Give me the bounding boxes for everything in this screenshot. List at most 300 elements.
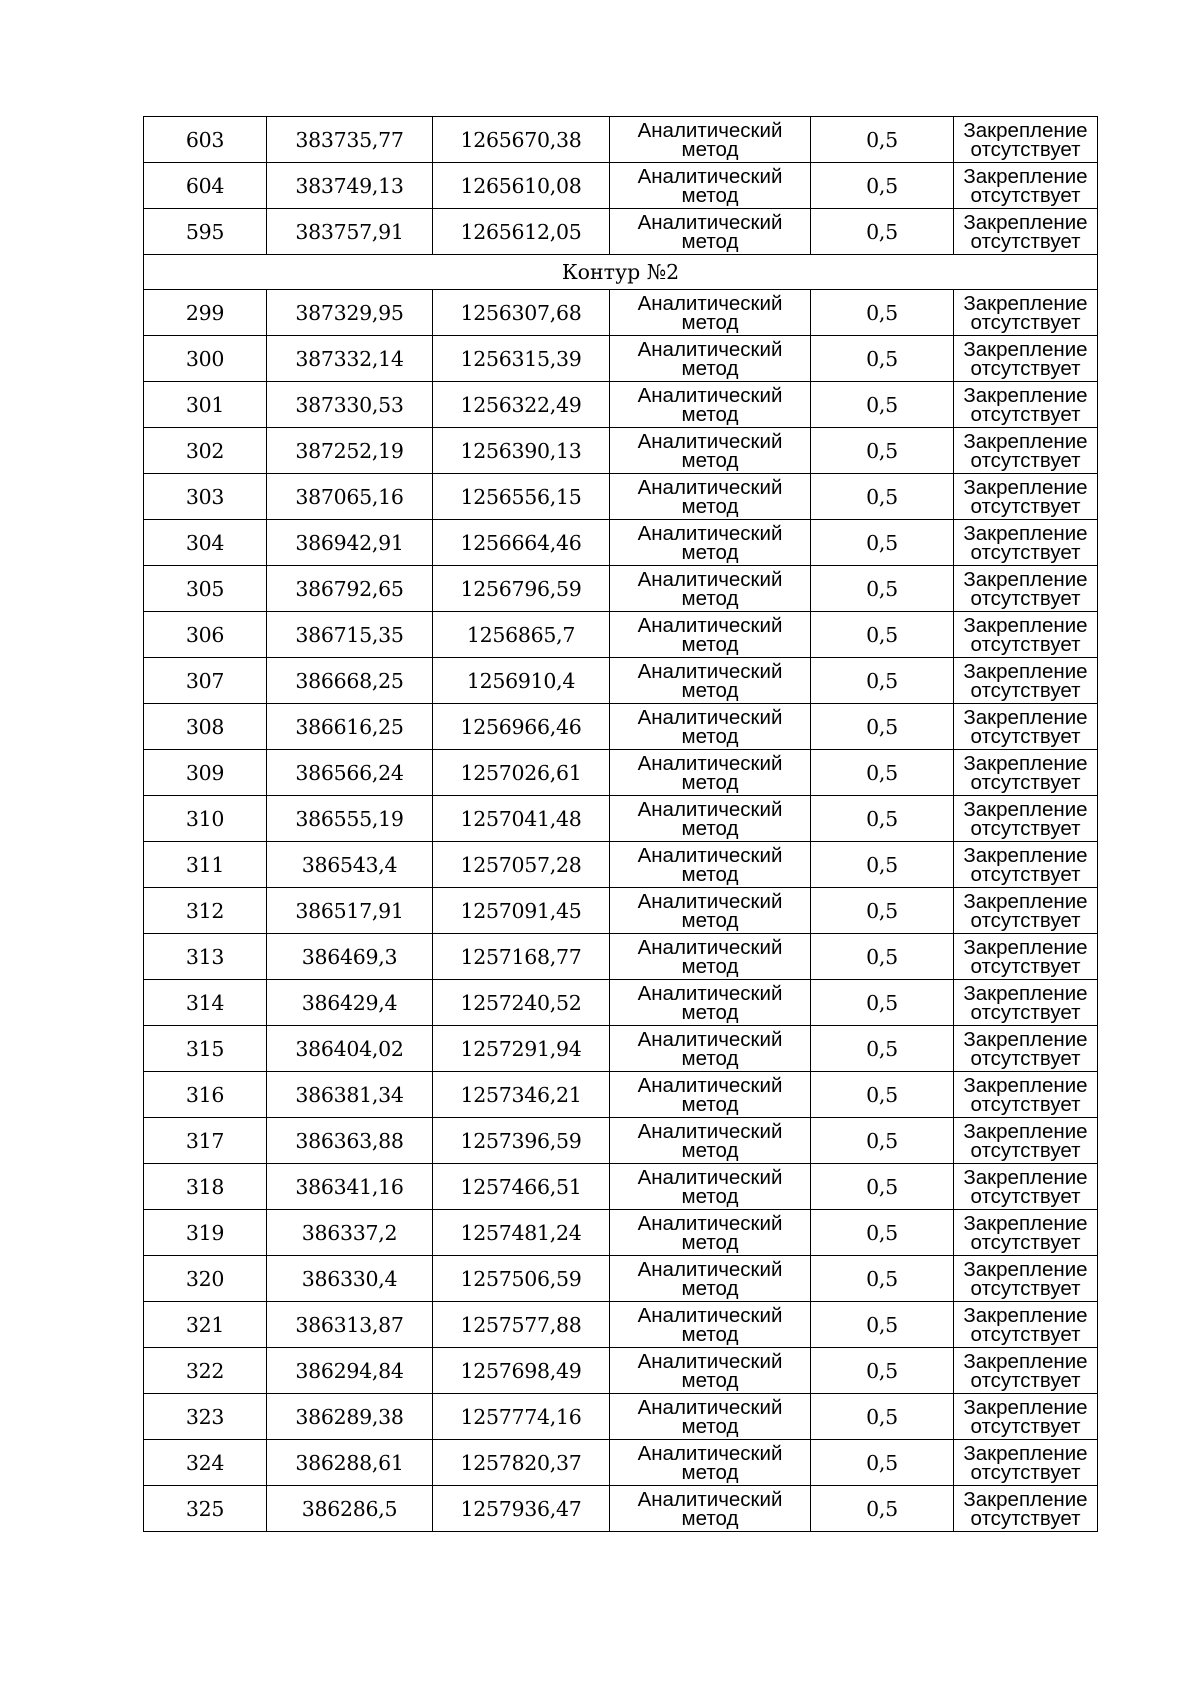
fixation-cell: [954, 1256, 1098, 1302]
fixation-cell: [954, 1164, 1098, 1210]
fixation-line-2: отсутствует: [970, 724, 1081, 748]
method-line-2: метод: [681, 1184, 739, 1208]
method-cell: [610, 1210, 811, 1256]
table-row: [144, 934, 1098, 980]
table-row: [144, 842, 1098, 888]
method-cell: [610, 1118, 811, 1164]
x-coordinate-cell: 386313,87: [267, 1302, 433, 1348]
method-cell: [610, 428, 811, 474]
table-row: [144, 658, 1098, 704]
table-row: [144, 428, 1098, 474]
table-row: [144, 612, 1098, 658]
fixation-line-2: отсутствует: [970, 678, 1081, 702]
method-line-2: метод: [681, 1092, 739, 1116]
fixation-line-1: Закрепление: [963, 429, 1088, 453]
method-line-1: Аналитический: [637, 613, 783, 637]
y-coordinate-cell: 1256556,15: [433, 474, 610, 520]
fixation-line-1: Закрепление: [963, 797, 1088, 821]
x-coordinate-cell: 386715,35: [267, 612, 433, 658]
accuracy-cell: 0,5: [811, 1026, 954, 1072]
fixation-cell: [954, 382, 1098, 428]
method-line-2: метод: [681, 1414, 739, 1438]
y-coordinate-cell: 1256865,7: [433, 612, 610, 658]
fixation-line-2: отсутствует: [970, 229, 1081, 253]
fixation-line-1: Закрепление: [963, 1211, 1088, 1235]
x-coordinate-cell: 383749,13: [267, 163, 433, 209]
x-coordinate-cell: 386616,25: [267, 704, 433, 750]
accuracy-cell: 0,5: [811, 1256, 954, 1302]
accuracy-cell: 0,5: [811, 1440, 954, 1486]
method-line-2: метод: [681, 1368, 739, 1392]
fixation-line-2: отсутствует: [970, 540, 1081, 564]
x-coordinate-cell: 386555,19: [267, 796, 433, 842]
point-number-cell: 316: [144, 1072, 267, 1118]
method-cell: [610, 888, 811, 934]
table-row: [144, 566, 1098, 612]
x-coordinate-cell: 386517,91: [267, 888, 433, 934]
method-cell: [610, 796, 811, 842]
point-number-cell: 315: [144, 1026, 267, 1072]
method-line-2: метод: [681, 908, 739, 932]
method-line-1: Аналитический: [637, 1119, 783, 1143]
table-row: [144, 1118, 1098, 1164]
method-line-2: метод: [681, 1138, 739, 1162]
x-coordinate-cell: 387330,53: [267, 382, 433, 428]
fixation-line-2: отсутствует: [970, 1276, 1081, 1300]
fixation-line-1: Закрепление: [963, 291, 1088, 315]
y-coordinate-cell: 1257774,16: [433, 1394, 610, 1440]
y-coordinate-cell: 1256664,46: [433, 520, 610, 566]
fixation-line-1: Закрепление: [963, 1349, 1088, 1373]
point-number-cell: 319: [144, 1210, 267, 1256]
fixation-line-1: Закрепление: [963, 1073, 1088, 1097]
y-coordinate-cell: 1265610,08: [433, 163, 610, 209]
accuracy-cell: 0,5: [811, 612, 954, 658]
method-cell: [610, 658, 811, 704]
table-row: [144, 1256, 1098, 1302]
method-cell: [610, 474, 811, 520]
point-number-cell: 302: [144, 428, 267, 474]
fixation-line-2: отсутствует: [970, 908, 1081, 932]
fixation-cell: [954, 428, 1098, 474]
fixation-cell: [954, 980, 1098, 1026]
method-line-2: метод: [681, 1230, 739, 1254]
y-coordinate-cell: 1256966,46: [433, 704, 610, 750]
fixation-line-1: Закрепление: [963, 118, 1088, 142]
accuracy-cell: 0,5: [811, 428, 954, 474]
fixation-line-2: отсутствует: [970, 1092, 1081, 1116]
y-coordinate-cell: 1257396,59: [433, 1118, 610, 1164]
table-row: [144, 1348, 1098, 1394]
fixation-line-2: отсутствует: [970, 954, 1081, 978]
y-coordinate-cell: 1256322,49: [433, 382, 610, 428]
point-number-cell: 322: [144, 1348, 267, 1394]
point-number-cell: 309: [144, 750, 267, 796]
y-coordinate-cell: 1257466,51: [433, 1164, 610, 1210]
method-line-2: метод: [681, 540, 739, 564]
y-coordinate-cell: 1257240,52: [433, 980, 610, 1026]
method-line-2: метод: [681, 954, 739, 978]
method-line-2: метод: [681, 494, 739, 518]
method-line-1: Аналитический: [637, 521, 783, 545]
method-line-1: Аналитический: [637, 567, 783, 591]
method-line-1: Аналитический: [637, 475, 783, 499]
fixation-line-2: отсутствует: [970, 586, 1081, 610]
method-line-2: метод: [681, 137, 739, 161]
y-coordinate-cell: 1257506,59: [433, 1256, 610, 1302]
fixation-line-2: отсутствует: [970, 1184, 1081, 1208]
x-coordinate-cell: 386330,4: [267, 1256, 433, 1302]
fixation-cell: [954, 1440, 1098, 1486]
fixation-line-2: отсутствует: [970, 1414, 1081, 1438]
x-coordinate-cell: 387252,19: [267, 428, 433, 474]
table-row: [144, 1164, 1098, 1210]
fixation-cell: [954, 796, 1098, 842]
method-cell: [610, 117, 811, 163]
accuracy-cell: 0,5: [811, 1394, 954, 1440]
table-body: [144, 117, 1098, 1532]
fixation-line-2: отсутствует: [970, 494, 1081, 518]
table-row: [144, 1072, 1098, 1118]
point-number-cell: 314: [144, 980, 267, 1026]
fixation-cell: [954, 566, 1098, 612]
method-cell: [610, 336, 811, 382]
point-number-cell: 321: [144, 1302, 267, 1348]
y-coordinate-cell: 1265612,05: [433, 209, 610, 255]
method-line-2: метод: [681, 1322, 739, 1346]
x-coordinate-cell: 386566,24: [267, 750, 433, 796]
fixation-cell: [954, 209, 1098, 255]
y-coordinate-cell: 1265670,38: [433, 117, 610, 163]
method-line-2: метод: [681, 310, 739, 334]
method-line-1: Аналитический: [637, 164, 783, 188]
y-coordinate-cell: 1257346,21: [433, 1072, 610, 1118]
point-number-cell: 305: [144, 566, 267, 612]
method-cell: [610, 750, 811, 796]
method-line-1: Аналитический: [637, 935, 783, 959]
method-cell: [610, 1072, 811, 1118]
y-coordinate-cell: 1257168,77: [433, 934, 610, 980]
x-coordinate-cell: 386543,4: [267, 842, 433, 888]
method-line-2: метод: [681, 1460, 739, 1484]
y-coordinate-cell: 1257091,45: [433, 888, 610, 934]
accuracy-cell: 0,5: [811, 566, 954, 612]
fixation-line-1: Закрепление: [963, 567, 1088, 591]
fixation-line-1: Закрепление: [963, 1487, 1088, 1511]
method-line-1: Аналитический: [637, 1303, 783, 1327]
fixation-line-1: Закрепление: [963, 1257, 1088, 1281]
fixation-line-2: отсутствует: [970, 632, 1081, 656]
fixation-line-1: Закрепление: [963, 210, 1088, 234]
method-line-1: Аналитический: [637, 751, 783, 775]
fixation-cell: [954, 1072, 1098, 1118]
x-coordinate-cell: 386942,91: [267, 520, 433, 566]
table-row: [144, 1440, 1098, 1486]
fixation-line-2: отсутствует: [970, 402, 1081, 426]
accuracy-cell: 0,5: [811, 520, 954, 566]
method-cell: [610, 290, 811, 336]
point-number-cell: 306: [144, 612, 267, 658]
fixation-line-1: Закрепление: [963, 1441, 1088, 1465]
method-cell: [610, 842, 811, 888]
method-cell: [610, 1440, 811, 1486]
fixation-cell: [954, 1118, 1098, 1164]
x-coordinate-cell: 383757,91: [267, 209, 433, 255]
x-coordinate-cell: 386288,61: [267, 1440, 433, 1486]
x-coordinate-cell: 386381,34: [267, 1072, 433, 1118]
y-coordinate-cell: 1257057,28: [433, 842, 610, 888]
x-coordinate-cell: 387065,16: [267, 474, 433, 520]
method-cell: [610, 209, 811, 255]
accuracy-cell: 0,5: [811, 1164, 954, 1210]
accuracy-cell: 0,5: [811, 209, 954, 255]
table-row: [144, 209, 1098, 255]
fixation-cell: [954, 163, 1098, 209]
fixation-line-1: Закрепление: [963, 751, 1088, 775]
table-row: [144, 382, 1098, 428]
method-line-1: Аналитический: [637, 1211, 783, 1235]
fixation-cell: [954, 1486, 1098, 1532]
table-row: [144, 980, 1098, 1026]
fixation-cell: [954, 1394, 1098, 1440]
x-coordinate-cell: 386429,4: [267, 980, 433, 1026]
method-cell: [610, 163, 811, 209]
fixation-line-1: Закрепление: [963, 521, 1088, 545]
y-coordinate-cell: 1256307,68: [433, 290, 610, 336]
method-cell: [610, 934, 811, 980]
fixation-cell: [954, 1026, 1098, 1072]
table-row: [144, 750, 1098, 796]
coordinates-table: [143, 116, 1098, 1532]
table-row: [144, 474, 1098, 520]
accuracy-cell: 0,5: [811, 1072, 954, 1118]
fixation-line-1: Закрепление: [963, 659, 1088, 683]
y-coordinate-cell: 1256390,13: [433, 428, 610, 474]
x-coordinate-cell: 386792,65: [267, 566, 433, 612]
fixation-line-2: отсутствует: [970, 137, 1081, 161]
x-coordinate-cell: 386341,16: [267, 1164, 433, 1210]
y-coordinate-cell: 1256910,4: [433, 658, 610, 704]
fixation-line-1: Закрепление: [963, 475, 1088, 499]
method-line-2: метод: [681, 402, 739, 426]
fixation-line-2: отсутствует: [970, 310, 1081, 334]
accuracy-cell: 0,5: [811, 750, 954, 796]
point-number-cell: 301: [144, 382, 267, 428]
method-cell: [610, 1026, 811, 1072]
accuracy-cell: 0,5: [811, 1210, 954, 1256]
method-line-1: Аналитический: [637, 1027, 783, 1051]
method-cell: [610, 1486, 811, 1532]
table-row: [144, 704, 1098, 750]
point-number-cell: 324: [144, 1440, 267, 1486]
method-line-2: метод: [681, 862, 739, 886]
x-coordinate-cell: 387329,95: [267, 290, 433, 336]
table-row: [144, 1210, 1098, 1256]
point-number-cell: 311: [144, 842, 267, 888]
method-line-1: Аналитический: [637, 1487, 783, 1511]
method-line-1: Аналитический: [637, 1165, 783, 1189]
fixation-line-2: отсутствует: [970, 1460, 1081, 1484]
method-line-1: Аналитический: [637, 705, 783, 729]
fixation-line-1: Закрепление: [963, 164, 1088, 188]
fixation-line-1: Закрепление: [963, 613, 1088, 637]
method-line-1: Аналитический: [637, 1349, 783, 1373]
fixation-line-2: отсутствует: [970, 1322, 1081, 1346]
table-row: [144, 1394, 1098, 1440]
point-number-cell: 603: [144, 117, 267, 163]
table-row: [144, 520, 1098, 566]
table-row: [144, 1486, 1098, 1532]
y-coordinate-cell: 1257026,61: [433, 750, 610, 796]
method-line-2: метод: [681, 1000, 739, 1024]
fixation-cell: [954, 336, 1098, 382]
accuracy-cell: 0,5: [811, 382, 954, 428]
y-coordinate-cell: 1257041,48: [433, 796, 610, 842]
y-coordinate-cell: 1257698,49: [433, 1348, 610, 1394]
method-cell: [610, 566, 811, 612]
method-line-1: Аналитический: [637, 210, 783, 234]
point-number-cell: 325: [144, 1486, 267, 1532]
method-line-1: Аналитический: [637, 337, 783, 361]
method-line-1: Аналитический: [637, 1395, 783, 1419]
accuracy-cell: 0,5: [811, 888, 954, 934]
fixation-line-1: Закрепление: [963, 1165, 1088, 1189]
fixation-line-2: отсутствует: [970, 183, 1081, 207]
fixation-line-2: отсутствует: [970, 862, 1081, 886]
fixation-cell: [954, 1302, 1098, 1348]
y-coordinate-cell: 1257936,47: [433, 1486, 610, 1532]
point-number-cell: 317: [144, 1118, 267, 1164]
accuracy-cell: 0,5: [811, 980, 954, 1026]
fixation-line-1: Закрепление: [963, 843, 1088, 867]
section-header-row: [144, 255, 1098, 290]
fixation-line-1: Закрепление: [963, 981, 1088, 1005]
accuracy-cell: 0,5: [811, 704, 954, 750]
fixation-cell: [954, 612, 1098, 658]
accuracy-cell: 0,5: [811, 1302, 954, 1348]
y-coordinate-cell: 1257577,88: [433, 1302, 610, 1348]
y-coordinate-cell: 1257820,37: [433, 1440, 610, 1486]
fixation-line-2: отсутствует: [970, 816, 1081, 840]
method-line-2: метод: [681, 229, 739, 253]
fixation-line-1: Закрепление: [963, 1119, 1088, 1143]
method-line-2: метод: [681, 678, 739, 702]
fixation-cell: [954, 290, 1098, 336]
fixation-cell: [954, 474, 1098, 520]
y-coordinate-cell: 1257481,24: [433, 1210, 610, 1256]
x-coordinate-cell: 386668,25: [267, 658, 433, 704]
fixation-line-1: Закрепление: [963, 935, 1088, 959]
y-coordinate-cell: 1257291,94: [433, 1026, 610, 1072]
method-line-1: Аналитический: [637, 1441, 783, 1465]
x-coordinate-cell: 387332,14: [267, 336, 433, 382]
fixation-cell: [954, 658, 1098, 704]
method-cell: [610, 1394, 811, 1440]
table-row: [144, 163, 1098, 209]
method-line-2: метод: [681, 770, 739, 794]
point-number-cell: 313: [144, 934, 267, 980]
method-line-1: Аналитический: [637, 291, 783, 315]
x-coordinate-cell: 386404,02: [267, 1026, 433, 1072]
fixation-cell: [954, 520, 1098, 566]
table-row: [144, 796, 1098, 842]
point-number-cell: 299: [144, 290, 267, 336]
fixation-cell: [954, 750, 1098, 796]
fixation-cell: [954, 888, 1098, 934]
fixation-line-2: отсутствует: [970, 770, 1081, 794]
accuracy-cell: 0,5: [811, 1348, 954, 1394]
point-number-cell: 320: [144, 1256, 267, 1302]
fixation-line-2: отсутствует: [970, 1230, 1081, 1254]
accuracy-cell: 0,5: [811, 658, 954, 704]
point-number-cell: 323: [144, 1394, 267, 1440]
table-row: [144, 888, 1098, 934]
fixation-line-1: Закрепление: [963, 383, 1088, 407]
x-coordinate-cell: 386294,84: [267, 1348, 433, 1394]
method-line-1: Аналитический: [637, 429, 783, 453]
point-number-cell: 307: [144, 658, 267, 704]
method-line-1: Аналитический: [637, 659, 783, 683]
point-number-cell: 308: [144, 704, 267, 750]
method-line-1: Аналитический: [637, 797, 783, 821]
fixation-line-2: отсутствует: [970, 1368, 1081, 1392]
point-number-cell: 304: [144, 520, 267, 566]
method-line-2: метод: [681, 1506, 739, 1530]
fixation-line-1: Закрепление: [963, 1027, 1088, 1051]
y-coordinate-cell: 1256315,39: [433, 336, 610, 382]
method-line-2: метод: [681, 586, 739, 610]
table-row: [144, 290, 1098, 336]
accuracy-cell: 0,5: [811, 934, 954, 980]
method-cell: [610, 612, 811, 658]
point-number-cell: 310: [144, 796, 267, 842]
method-line-1: Аналитический: [637, 843, 783, 867]
method-line-1: Аналитический: [637, 889, 783, 913]
x-coordinate-cell: 386469,3: [267, 934, 433, 980]
fixation-line-1: Закрепление: [963, 337, 1088, 361]
method-line-2: метод: [681, 1276, 739, 1300]
table-row: [144, 336, 1098, 382]
method-cell: [610, 980, 811, 1026]
point-number-cell: 318: [144, 1164, 267, 1210]
fixation-cell: [954, 704, 1098, 750]
x-coordinate-cell: 386286,5: [267, 1486, 433, 1532]
fixation-line-1: Закрепление: [963, 1395, 1088, 1419]
fixation-line-2: отсутствует: [970, 1506, 1081, 1530]
point-number-cell: 303: [144, 474, 267, 520]
method-line-1: Аналитический: [637, 383, 783, 407]
method-line-2: метод: [681, 356, 739, 380]
method-line-1: Аналитический: [637, 118, 783, 142]
point-number-cell: 595: [144, 209, 267, 255]
fixation-line-2: отсутствует: [970, 448, 1081, 472]
accuracy-cell: 0,5: [811, 1486, 954, 1532]
x-coordinate-cell: 386289,38: [267, 1394, 433, 1440]
table-row: [144, 1302, 1098, 1348]
accuracy-cell: 0,5: [811, 796, 954, 842]
accuracy-cell: 0,5: [811, 290, 954, 336]
method-cell: [610, 1302, 811, 1348]
method-line-1: Аналитический: [637, 981, 783, 1005]
x-coordinate-cell: 386363,88: [267, 1118, 433, 1164]
method-line-2: метод: [681, 448, 739, 472]
fixation-line-2: отсутствует: [970, 1046, 1081, 1070]
x-coordinate-cell: 383735,77: [267, 117, 433, 163]
table-row: [144, 1026, 1098, 1072]
method-cell: [610, 1348, 811, 1394]
fixation-cell: [954, 842, 1098, 888]
accuracy-cell: 0,5: [811, 474, 954, 520]
